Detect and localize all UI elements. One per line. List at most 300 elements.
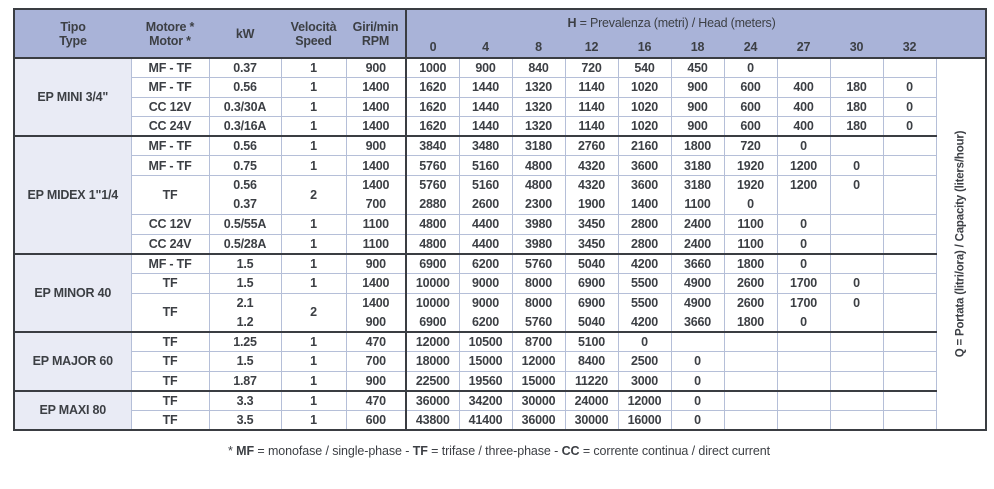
capacity-cell: 4320	[565, 176, 618, 196]
capacity-cell	[830, 313, 883, 333]
capacity-cell: 2880	[406, 195, 459, 215]
capacity-cell: 0	[777, 313, 830, 333]
capacity-cell: 0	[830, 156, 883, 176]
table-header	[14, 9, 986, 58]
q-col-header	[936, 9, 986, 58]
capacity-cell: 4800	[512, 156, 565, 176]
table-row	[14, 293, 986, 313]
capacity-cell	[883, 411, 936, 431]
table-row	[14, 215, 986, 235]
motor-cell: CC 24V	[131, 117, 209, 137]
capacity-cell: 0	[883, 117, 936, 137]
capacity-cell: 2500	[618, 352, 671, 372]
col-header-type-line2: Type	[59, 33, 87, 48]
capacity-cell: 5760	[406, 176, 459, 196]
capacity-cell: 900	[671, 97, 724, 117]
capacity-cell: 5040	[565, 254, 618, 274]
kw-cell: 0.56	[209, 176, 281, 196]
capacity-cell: 3000	[618, 372, 671, 392]
h-tick: 12	[565, 36, 618, 58]
capacity-cell: 400	[777, 117, 830, 137]
table-row	[14, 254, 986, 274]
capacity-cell: 34200	[459, 391, 512, 411]
capacity-cell: 1100	[724, 234, 777, 254]
capacity-cell: 1920	[724, 156, 777, 176]
capacity-cell: 0	[724, 58, 777, 78]
capacity-cell: 5760	[512, 254, 565, 274]
capacity-cell: 4800	[406, 215, 459, 235]
col-header-type	[14, 9, 131, 58]
capacity-cell: 12000	[406, 332, 459, 352]
capacity-cell: 1920	[724, 176, 777, 196]
capacity-cell: 1700	[777, 293, 830, 313]
capacity-cell	[883, 293, 936, 313]
capacity-cell: 12000	[618, 391, 671, 411]
capacity-cell: 1140	[565, 78, 618, 98]
capacity-cell: 1200	[777, 156, 830, 176]
q-axis-cell	[936, 58, 986, 430]
capacity-cell: 6900	[565, 293, 618, 313]
h-tick: 16	[618, 36, 671, 58]
capacity-cell	[777, 391, 830, 411]
h-tick: 8	[512, 36, 565, 58]
capacity-cell: 3450	[565, 234, 618, 254]
rpm-cell: 700	[346, 195, 406, 215]
capacity-cell: 2800	[618, 234, 671, 254]
capacity-cell: 1100	[671, 195, 724, 215]
capacity-cell: 900	[671, 78, 724, 98]
capacity-cell: 22500	[406, 372, 459, 392]
capacity-cell: 6200	[459, 254, 512, 274]
capacity-cell: 8700	[512, 332, 565, 352]
speed-cell: 1	[281, 156, 346, 176]
h-tick: 24	[724, 36, 777, 58]
capacity-cell: 2600	[459, 195, 512, 215]
capacity-cell	[883, 274, 936, 294]
capacity-cell: 1700	[777, 274, 830, 294]
capacity-cell: 0	[777, 215, 830, 235]
kw-cell: 0.3/30A	[209, 97, 281, 117]
capacity-cell: 0	[777, 254, 830, 274]
col-header-kw-line1: kW	[235, 26, 255, 41]
speed-cell: 1	[281, 391, 346, 411]
capacity-cell: 9000	[459, 274, 512, 294]
capacity-cell	[883, 313, 936, 333]
speed-cell: 1	[281, 411, 346, 431]
capacity-cell: 15000	[459, 352, 512, 372]
rpm-cell: 1400	[346, 176, 406, 196]
capacity-cell: 10000	[406, 274, 459, 294]
motor-cell: TF	[131, 352, 209, 372]
capacity-cell: 600	[724, 78, 777, 98]
col-header-speed-line1: Velocità	[290, 19, 337, 34]
head-group-prefix: H	[567, 16, 577, 30]
head-group-header	[406, 9, 936, 36]
capacity-cell: 2160	[618, 136, 671, 156]
table-row	[14, 234, 986, 254]
rpm-cell: 470	[346, 332, 406, 352]
table-row	[14, 372, 986, 392]
h-tick: 32	[883, 36, 936, 58]
capacity-cell: 840	[512, 58, 565, 78]
col-header-type-line1: Tipo	[60, 19, 86, 34]
capacity-cell: 400	[777, 78, 830, 98]
capacity-cell: 3600	[618, 156, 671, 176]
capacity-cell: 0	[830, 176, 883, 196]
speed-cell: 1	[281, 254, 346, 274]
capacity-cell: 1440	[459, 97, 512, 117]
kw-cell: 1.87	[209, 372, 281, 392]
capacity-cell: 1320	[512, 117, 565, 137]
capacity-cell	[830, 352, 883, 372]
capacity-cell: 1620	[406, 78, 459, 98]
capacity-cell	[830, 234, 883, 254]
speed-cell: 1	[281, 215, 346, 235]
motor-cell: MF - TF	[131, 78, 209, 98]
kw-cell: 0.3/16A	[209, 117, 281, 137]
kw-cell: 1.2	[209, 313, 281, 333]
table-row	[14, 411, 986, 431]
capacity-cell: 3480	[459, 136, 512, 156]
capacity-cell: 3450	[565, 215, 618, 235]
col-header-speed-line2: Speed	[295, 33, 332, 48]
table-row	[14, 117, 986, 137]
capacity-cell: 2400	[671, 234, 724, 254]
capacity-cell	[883, 332, 936, 352]
capacity-cell: 15000	[512, 372, 565, 392]
speed-cell: 1	[281, 136, 346, 156]
capacity-cell: 4320	[565, 156, 618, 176]
capacity-cell	[883, 391, 936, 411]
motor-cell: CC 24V	[131, 234, 209, 254]
capacity-cell: 0	[671, 391, 724, 411]
capacity-cell: 0	[724, 195, 777, 215]
table-row	[14, 156, 986, 176]
capacity-cell: 0	[883, 97, 936, 117]
pump-type-cell: EP MINOR 40	[14, 254, 131, 332]
capacity-cell	[830, 254, 883, 274]
capacity-cell: 6900	[406, 313, 459, 333]
table-row	[14, 274, 986, 294]
capacity-cell: 2300	[512, 195, 565, 215]
capacity-cell: 8000	[512, 293, 565, 313]
motor-cell: MF - TF	[131, 254, 209, 274]
table-row	[14, 332, 986, 352]
capacity-cell: 2400	[671, 215, 724, 235]
capacity-cell: 3600	[618, 176, 671, 196]
capacity-cell: 900	[459, 58, 512, 78]
capacity-cell	[777, 58, 830, 78]
kw-cell: 0.37	[209, 58, 281, 78]
capacity-cell: 400	[777, 97, 830, 117]
capacity-cell: 5100	[565, 332, 618, 352]
capacity-cell: 1020	[618, 78, 671, 98]
capacity-cell	[777, 372, 830, 392]
motor-cell: MF - TF	[131, 58, 209, 78]
rpm-cell: 1400	[346, 97, 406, 117]
capacity-cell: 6900	[565, 274, 618, 294]
speed-cell: 1	[281, 97, 346, 117]
col-header-rpm-line1: Giri/min	[352, 19, 399, 34]
capacity-cell	[883, 234, 936, 254]
capacity-cell	[724, 411, 777, 431]
capacity-cell: 8000	[512, 274, 565, 294]
capacity-cell: 19560	[459, 372, 512, 392]
motor-cell: TF	[131, 372, 209, 392]
table-row	[14, 176, 986, 196]
capacity-cell: 9000	[459, 293, 512, 313]
kw-cell: 3.5	[209, 411, 281, 431]
rpm-cell: 900	[346, 372, 406, 392]
capacity-cell: 2800	[618, 215, 671, 235]
table-row	[14, 136, 986, 156]
capacity-cell: 0	[671, 372, 724, 392]
kw-cell: 1.25	[209, 332, 281, 352]
capacity-cell: 36000	[512, 411, 565, 431]
capacity-cell: 1100	[724, 215, 777, 235]
capacity-cell: 0	[671, 352, 724, 372]
capacity-cell: 5760	[406, 156, 459, 176]
capacity-cell: 1620	[406, 117, 459, 137]
rpm-cell: 1400	[346, 274, 406, 294]
capacity-cell: 18000	[406, 352, 459, 372]
capacity-cell: 1200	[777, 176, 830, 196]
capacity-cell: 3980	[512, 234, 565, 254]
capacity-cell: 1800	[671, 136, 724, 156]
capacity-cell	[883, 195, 936, 215]
capacity-cell: 5160	[459, 156, 512, 176]
table-row	[14, 78, 986, 98]
capacity-cell: 30000	[565, 411, 618, 431]
capacity-cell: 2600	[724, 274, 777, 294]
h-tick: 30	[830, 36, 883, 58]
h-tick: 4	[459, 36, 512, 58]
capacity-cell: 4400	[459, 234, 512, 254]
capacity-cell: 450	[671, 58, 724, 78]
speed-cell: 1	[281, 274, 346, 294]
table-row	[14, 97, 986, 117]
capacity-cell: 5500	[618, 293, 671, 313]
footnote-text: = trifase / three-phase -	[427, 444, 562, 459]
capacity-cell: 1140	[565, 117, 618, 137]
page	[13, 8, 985, 458]
capacity-cell: 4200	[618, 313, 671, 333]
kw-cell: 3.3	[209, 391, 281, 411]
table-row	[14, 58, 986, 78]
rpm-cell: 1100	[346, 215, 406, 235]
motor-cell: TF	[131, 332, 209, 352]
capacity-cell	[671, 332, 724, 352]
capacity-cell: 0	[777, 234, 830, 254]
rpm-cell: 1100	[346, 234, 406, 254]
speed-cell: 1	[281, 332, 346, 352]
capacity-cell: 180	[830, 78, 883, 98]
capacity-cell	[883, 58, 936, 78]
motor-cell: TF	[131, 293, 209, 332]
capacity-cell: 3840	[406, 136, 459, 156]
rpm-cell: 470	[346, 391, 406, 411]
capacity-cell	[883, 215, 936, 235]
kw-cell: 0.56	[209, 78, 281, 98]
capacity-cell	[830, 136, 883, 156]
capacity-cell	[724, 352, 777, 372]
capacity-cell: 3660	[671, 313, 724, 333]
col-header-rpm-line2: RPM	[361, 33, 390, 48]
h-tick: 27	[777, 36, 830, 58]
head-group-rest: = Prevalenza (metri) / Head (meters)	[576, 16, 776, 30]
capacity-cell: 1620	[406, 97, 459, 117]
capacity-cell: 0	[671, 411, 724, 431]
capacity-cell: 600	[724, 117, 777, 137]
speed-cell: 2	[281, 176, 346, 215]
col-header-motor-line2: Motor *	[149, 33, 191, 48]
table-body	[14, 58, 986, 430]
capacity-cell: 4800	[406, 234, 459, 254]
capacity-cell: 3180	[671, 176, 724, 196]
capacity-cell: 10500	[459, 332, 512, 352]
col-header-rpm	[346, 9, 406, 58]
capacity-cell	[724, 332, 777, 352]
capacity-cell: 1440	[459, 117, 512, 137]
capacity-cell	[777, 332, 830, 352]
capacity-cell: 4900	[671, 293, 724, 313]
capacity-cell: 0	[830, 274, 883, 294]
capacity-cell: 180	[830, 117, 883, 137]
capacity-cell: 5040	[565, 313, 618, 333]
speed-cell: 2	[281, 293, 346, 332]
capacity-cell	[883, 176, 936, 196]
footnote	[13, 444, 985, 458]
footnote-abbr: CC	[561, 444, 580, 459]
capacity-cell: 540	[618, 58, 671, 78]
capacity-cell: 1020	[618, 117, 671, 137]
motor-cell: MF - TF	[131, 136, 209, 156]
col-header-speed	[281, 9, 346, 58]
capacity-cell: 1800	[724, 313, 777, 333]
capacity-cell: 6900	[406, 254, 459, 274]
capacity-cell: 6200	[459, 313, 512, 333]
footnote-text: *	[228, 444, 237, 459]
rpm-cell: 1400	[346, 156, 406, 176]
capacity-cell	[830, 215, 883, 235]
rpm-cell: 1400	[346, 78, 406, 98]
capacity-cell: 43800	[406, 411, 459, 431]
table-row	[14, 352, 986, 372]
capacity-cell: 10000	[406, 293, 459, 313]
rpm-cell: 1400	[346, 117, 406, 137]
capacity-cell: 3660	[671, 254, 724, 274]
kw-cell: 0.37	[209, 195, 281, 215]
capacity-cell: 720	[565, 58, 618, 78]
capacity-cell: 5760	[512, 313, 565, 333]
h-tick: 0	[406, 36, 459, 58]
pump-type-cell: EP MINI 3/4"	[14, 58, 131, 136]
kw-cell: 0.75	[209, 156, 281, 176]
kw-cell: 0.5/55A	[209, 215, 281, 235]
capacity-cell	[830, 391, 883, 411]
capacity-cell: 3980	[512, 215, 565, 235]
pump-type-cell: EP MAJOR 60	[14, 332, 131, 391]
capacity-cell: 0	[618, 332, 671, 352]
footnote-text: = corrente continua / direct current	[579, 444, 770, 459]
pump-type-cell: EP MAXI 80	[14, 391, 131, 430]
motor-cell: CC 12V	[131, 215, 209, 235]
capacity-cell: 12000	[512, 352, 565, 372]
q-axis-label: Q = Portata (litri/ora) / Capacity (liters/hour)	[954, 130, 967, 358]
rpm-cell: 600	[346, 411, 406, 431]
capacity-cell	[830, 332, 883, 352]
capacity-cell: 1320	[512, 97, 565, 117]
rpm-cell: 900	[346, 254, 406, 274]
pump-capacity-table	[13, 8, 987, 431]
capacity-cell	[724, 372, 777, 392]
speed-cell: 1	[281, 372, 346, 392]
motor-cell: CC 12V	[131, 97, 209, 117]
rpm-cell: 900	[346, 313, 406, 333]
capacity-cell	[883, 254, 936, 274]
capacity-cell: 2600	[724, 293, 777, 313]
motor-cell: TF	[131, 176, 209, 215]
capacity-cell	[883, 352, 936, 372]
capacity-cell: 1140	[565, 97, 618, 117]
speed-cell: 1	[281, 78, 346, 98]
kw-cell: 0.5/28A	[209, 234, 281, 254]
pump-type-cell: EP MIDEX 1"1/4	[14, 136, 131, 254]
capacity-cell: 3180	[671, 156, 724, 176]
speed-cell: 1	[281, 352, 346, 372]
capacity-cell: 180	[830, 97, 883, 117]
capacity-cell: 4400	[459, 215, 512, 235]
capacity-cell: 1900	[565, 195, 618, 215]
speed-cell: 1	[281, 58, 346, 78]
motor-cell: TF	[131, 391, 209, 411]
capacity-cell: 30000	[512, 391, 565, 411]
footnote-text: = monofase / single-phase -	[254, 444, 413, 459]
capacity-cell: 1000	[406, 58, 459, 78]
capacity-cell: 2760	[565, 136, 618, 156]
capacity-cell	[830, 195, 883, 215]
capacity-cell: 5500	[618, 274, 671, 294]
kw-cell: 1.5	[209, 274, 281, 294]
capacity-cell: 3180	[512, 136, 565, 156]
motor-cell: TF	[131, 274, 209, 294]
capacity-cell: 0	[830, 293, 883, 313]
motor-cell: TF	[131, 411, 209, 431]
rpm-cell: 900	[346, 58, 406, 78]
capacity-cell	[777, 352, 830, 372]
col-header-motor-line1: Motore *	[145, 19, 195, 34]
kw-cell: 0.56	[209, 136, 281, 156]
kw-cell: 2.1	[209, 293, 281, 313]
capacity-cell: 11220	[565, 372, 618, 392]
capacity-cell: 4900	[671, 274, 724, 294]
capacity-cell	[883, 156, 936, 176]
kw-cell: 1.5	[209, 352, 281, 372]
capacity-cell	[883, 372, 936, 392]
capacity-cell: 720	[724, 136, 777, 156]
speed-cell: 1	[281, 117, 346, 137]
speed-cell: 1	[281, 234, 346, 254]
capacity-cell: 24000	[565, 391, 618, 411]
motor-cell: MF - TF	[131, 156, 209, 176]
rpm-cell: 900	[346, 136, 406, 156]
capacity-cell	[777, 195, 830, 215]
table-row	[14, 391, 986, 411]
capacity-cell	[883, 136, 936, 156]
capacity-cell: 41400	[459, 411, 512, 431]
capacity-cell: 900	[671, 117, 724, 137]
rpm-cell: 700	[346, 352, 406, 372]
